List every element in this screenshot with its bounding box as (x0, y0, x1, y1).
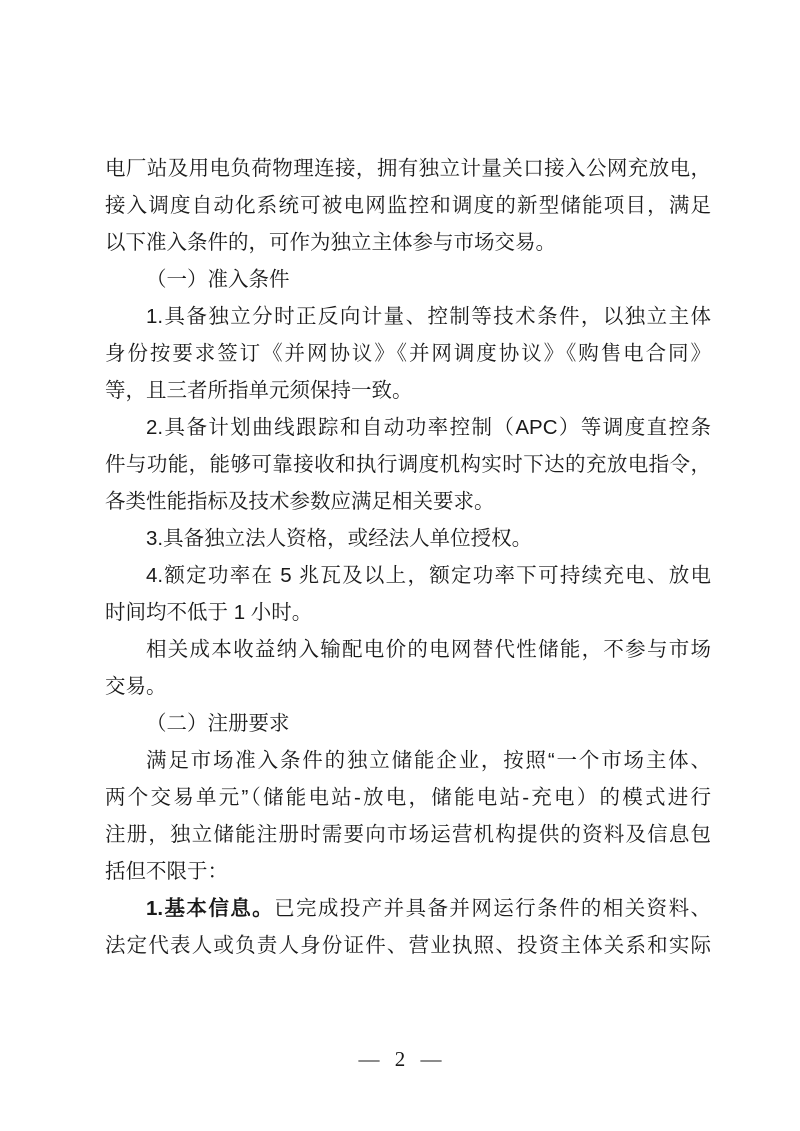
text-line: 交易。 (105, 675, 167, 698)
section-heading (105, 261, 711, 298)
paragraph (105, 742, 711, 890)
paragraph (105, 409, 711, 520)
document-body (105, 150, 711, 964)
footer-dash-right: — (420, 1047, 442, 1071)
plain-text: 已完成投产并具备并网运行条件的相关资料、 (274, 897, 711, 920)
text-line: 等，且三者所指单元须保持一致。 (105, 379, 413, 402)
text-line: 接入调度自动化系统可被电网监控和调度的新型储能项目，满足 (105, 194, 711, 217)
page-footer (0, 1046, 800, 1072)
text-line: 以下准入条件的，可作为独立主体参与市场交易。 (105, 231, 556, 254)
paragraph (105, 520, 711, 557)
text-line: 4.额定功率在 5 兆瓦及以上，额定功率下可持续充电、放电 (146, 564, 711, 587)
text-line (105, 890, 711, 927)
text-line: 括但不限于： (105, 860, 228, 883)
page-number: 2 (394, 1047, 406, 1071)
text-line: 满足市场准入条件的独立储能企业，按照“一个市场主体、 (146, 749, 711, 772)
text-line: 3.具备独立法人资格，或经法人单位授权。 (146, 527, 533, 550)
text-line: 注册，独立储能注册时需要向市场运营机构提供的资料及信息包 (105, 823, 711, 846)
text-line: 2.具备计划曲线跟踪和自动功率控制（APC）等调度直控条 (146, 416, 711, 439)
text-line: 1.具备独立分时正反向计量、控制等技术条件，以独立主体 (146, 305, 711, 328)
text-line: （一）准入条件 (146, 268, 290, 291)
text-line: 件与功能，能够可靠接收和执行调度机构实时下达的充放电指令， (105, 453, 711, 476)
text-line: 两个交易单元”（储能电站-放电，储能电站-充电）的模式进行 (105, 786, 711, 809)
paragraph (105, 298, 711, 409)
paragraph (105, 890, 711, 964)
text-line: 电厂站及用电负荷物理连接，拥有独立计量关口接入公网充放电， (105, 157, 711, 180)
section-heading (105, 705, 711, 742)
text-line: 时间均不低于 1 小时。 (105, 601, 313, 624)
text-line: 各类性能指标及技术参数应满足相关要求。 (105, 490, 495, 513)
text-line: 身份按要求签订《并网协议》《并网调度协议》《购售电合同》 (105, 342, 711, 365)
footer-dash-left: — (358, 1047, 380, 1071)
text-line: （二）注册要求 (146, 712, 290, 735)
paragraph (105, 150, 711, 261)
text-line: 相关成本收益纳入输配电价的电网替代性储能，不参与市场 (146, 638, 711, 661)
bold-text: 1.基本信息。 (146, 897, 275, 920)
paragraph (105, 631, 711, 705)
paragraph (105, 557, 711, 631)
text-line: 法定代表人或负责人身份证件、营业执照、投资主体关系和实际 (105, 934, 711, 957)
